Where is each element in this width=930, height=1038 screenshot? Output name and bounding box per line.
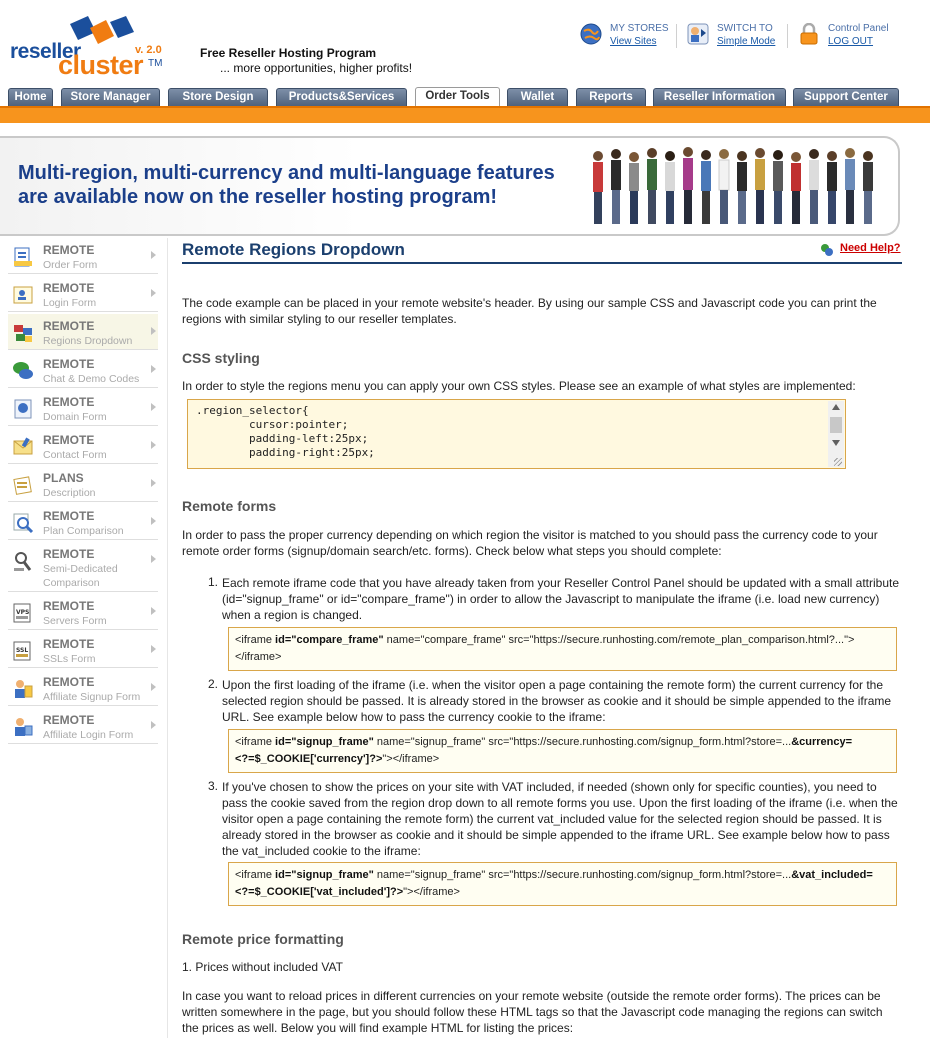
code-highlight: id="signup_frame"	[275, 869, 374, 881]
sidebar-item-title: REMOTE	[43, 509, 95, 523]
order-tools-sidebar	[0, 238, 168, 1038]
sidebar-item-subtitle: Order Form	[43, 259, 98, 271]
domain-icon	[12, 398, 34, 420]
sidebar-item-subtitle: Chat & Demo Codes	[43, 373, 140, 385]
scroll-up-arrow-icon[interactable]	[832, 404, 840, 410]
banner-line-2: are available now on the reseller hosting program!	[18, 186, 498, 208]
nav-orange-line	[0, 106, 930, 108]
banner-line-1: Multi-region, multi-currency and multi-language features	[18, 162, 555, 184]
sidebar-item-contact-form[interactable]	[8, 428, 158, 464]
sidebar-item-ssls-form[interactable]	[8, 632, 158, 668]
main-nav	[0, 86, 930, 106]
sidebar-item-login-form[interactable]	[8, 276, 158, 312]
sidebar-item-subtitle: Regions Dropdown	[43, 335, 133, 347]
tab-home[interactable]: Home	[8, 88, 53, 106]
code-highlight: <?=$_COOKIE['currency']?>	[235, 753, 383, 765]
code-part: <iframe	[235, 869, 276, 881]
help-icon	[820, 243, 834, 257]
sidebar-item-regions-dropdown[interactable]	[8, 314, 158, 350]
tab-store-manager[interactable]: Store Manager	[61, 88, 160, 106]
affiliate-signup-icon	[12, 678, 34, 700]
switch-mode-icon	[687, 23, 709, 45]
login-form-icon	[12, 284, 34, 306]
page-title: Remote Regions Dropdown	[182, 240, 405, 259]
step-1-code[interactable]	[228, 627, 897, 671]
resize-grip-icon[interactable]	[834, 458, 842, 466]
contact-icon	[12, 436, 34, 458]
sidebar-item-subtitle: Affiliate Login Form	[43, 729, 134, 741]
chevron-right-icon	[151, 683, 156, 691]
vps-icon	[12, 602, 34, 624]
chevron-right-icon	[151, 607, 156, 615]
step-3-code[interactable]	[228, 862, 897, 906]
code-part: <iframe	[235, 634, 276, 646]
price-formatting-text: In case you want to reload prices in different currencies on your remote website (outside the remote order forms). The prices can be written somewhere in the page, but you should follow these HTML tags so that the Javascript code managing the regions can switch the prices as well. Below you will find example HTML for listing the prices:	[182, 989, 883, 1035]
sidebar-item-chat-demo[interactable]	[8, 352, 158, 388]
sidebar-item-subtitle: Description	[43, 487, 96, 499]
price-formatting-subheading: 1. Prices without included VAT	[182, 960, 343, 974]
chevron-right-icon	[151, 251, 156, 259]
lock-icon	[798, 23, 820, 45]
my-stores-label: MY STORES	[610, 23, 669, 34]
sidebar-item-semi-dedicated[interactable]	[8, 542, 158, 592]
control-panel-label: Control Panel	[828, 23, 889, 34]
code-highlight: &vat_included=	[791, 869, 873, 881]
sidebar-item-plan-comparison[interactable]	[8, 504, 158, 540]
switch-to-label: SWITCH TO	[717, 23, 773, 34]
code-highlight: &currency=	[791, 736, 853, 748]
code-highlight: id="compare_frame"	[275, 634, 384, 646]
sidebar-item-title: REMOTE	[43, 599, 95, 613]
css-code-textarea[interactable]: .region_selector{ cursor:pointer; padding-left:25px; padding-right:25px;	[187, 399, 846, 469]
sidebar-item-affiliate-signup[interactable]	[8, 670, 158, 706]
sidebar-item-title: REMOTE	[43, 547, 95, 561]
ssl-icon	[12, 640, 34, 662]
code-part: name="signup_frame" src="https://secure.runhosting.com/signup_form.html?store=...	[373, 869, 792, 881]
sidebar-item-affiliate-login[interactable]	[8, 708, 158, 744]
sidebar-item-title: REMOTE	[43, 713, 95, 727]
chevron-right-icon	[151, 479, 156, 487]
scroll-down-arrow-icon[interactable]	[832, 440, 840, 446]
chevron-right-icon	[151, 555, 156, 563]
plans-icon	[12, 474, 34, 496]
chevron-right-icon	[151, 721, 156, 729]
header-divider	[787, 24, 788, 48]
step-number: 1.	[208, 575, 219, 589]
sidebar-item-order-form[interactable]	[8, 238, 158, 274]
code-part: <iframe	[235, 736, 276, 748]
globe-icon	[580, 23, 602, 45]
css-styling-text: In order to style the regions menu you can apply your own CSS styles. Please see an example of what styles are implemented:	[182, 379, 856, 393]
scrollbar-thumb[interactable]	[830, 417, 842, 433]
step-1-text: Each remote iframe code that you have already taken from your Reseller Control Panel should be updated with a small attribute (id="signup_frame" or id="compare_frame") in order to allow the Javascript to manipulate the iframe (i.e. load new currency) when a region is changed.	[222, 576, 900, 622]
sidebar-item-plans-description[interactable]	[8, 466, 158, 502]
sidebar-item-title: REMOTE	[43, 357, 95, 371]
magnifier-icon	[12, 512, 34, 534]
sidebar-item-servers-form[interactable]	[8, 594, 158, 630]
nav-orange-bar	[0, 106, 930, 123]
sidebar-item-subtitle: Semi-Dedicated Comparison	[43, 563, 118, 589]
price-formatting-heading: Remote price formatting	[182, 931, 344, 947]
chevron-right-icon	[151, 327, 156, 335]
people-group-image	[586, 146, 886, 230]
remote-forms-text: In order to pass the proper currency depending on which region the visitor is matched to you should pass the currency code to your remote order forms (signup/domain search/etc. forms). Check below what steps you should complete:	[182, 528, 878, 558]
sidebar-item-subtitle: Contact Form	[43, 449, 107, 461]
tab-order-tools[interactable]: Order Tools	[415, 87, 500, 106]
logo-version: v. 2.0	[135, 44, 162, 56]
order-form-icon	[12, 246, 34, 268]
sidebar-item-subtitle: Plan Comparison	[43, 525, 124, 537]
logo-word-cluster: cluster	[58, 50, 144, 80]
title-divider	[182, 262, 902, 264]
sidebar-item-title: REMOTE	[43, 395, 95, 409]
flags-icon	[12, 322, 34, 344]
simple-mode-link[interactable]: Simple Mode	[717, 36, 776, 47]
sidebar-item-title: REMOTE	[43, 433, 95, 447]
affiliate-login-icon	[12, 716, 34, 738]
header-divider	[676, 24, 677, 48]
step-3-text: If you've chosen to show the prices on your site with VAT included, if needed (shown only for specific counties), you need to pass the cookie saved from the region drop down to all remote forms you use. Upon the first loading of the iframe (i.e. when the visitor open a page containing the remote form) the current vat_included value for the selected region should be passed. It is already stored in the browser as cookie and it should be simple appended to the iframe URL. See example below how to pass the vat_included cookie to the iframe:	[222, 780, 898, 858]
code-highlight: <?=$_COOKIE['vat_included']?>	[235, 886, 404, 898]
svg-text:VPS: VPS	[16, 609, 30, 616]
sidebar-item-subtitle: SSLs Form	[43, 653, 96, 665]
tab-products-services[interactable]: Products&Services	[276, 88, 407, 106]
chevron-right-icon	[151, 441, 156, 449]
step-number: 2.	[208, 677, 219, 691]
tagline-subtitle: ... more opportunities, higher profits!	[220, 61, 413, 75]
sidebar-item-title: REMOTE	[43, 637, 95, 651]
semi-dedicated-icon	[12, 550, 34, 572]
intro-text: The code example can be placed in your remote website's header. By using our sample CSS and Javascript code you can print the regions with similar styling to our reseller templates.	[182, 296, 877, 326]
tab-reports[interactable]: Reports	[576, 88, 646, 106]
code-part: </iframe>	[235, 651, 282, 663]
need-help-link[interactable]: Need Help?	[840, 242, 901, 254]
code-part: name="compare_frame" src="https://secure.runhosting.com/remote_plan_comparison.html?...">	[383, 634, 855, 646]
sidebar-item-subtitle: Login Form	[43, 297, 97, 309]
sidebar-item-subtitle: Affiliate Signup Form	[43, 691, 141, 703]
sidebar-item-title: REMOTE	[43, 675, 95, 689]
logo-word-reseller: reseller	[10, 40, 81, 63]
sidebar-item-subtitle: Domain Form	[43, 411, 107, 423]
code-part: "></iframe>	[382, 753, 440, 765]
tagline-title: Free Reseller Hosting Program	[200, 46, 377, 60]
chevron-right-icon	[151, 403, 156, 411]
tab-wallet[interactable]: Wallet	[507, 88, 568, 106]
chevron-right-icon	[151, 517, 156, 525]
step-2-code[interactable]	[228, 729, 897, 773]
sidebar-item-title: REMOTE	[43, 281, 95, 295]
code-part: "></iframe>	[403, 886, 460, 898]
logo-trademark: TM	[148, 58, 163, 69]
logout-text-link[interactable]: LOG OUT	[828, 36, 874, 47]
svg-text:SSL: SSL	[16, 647, 29, 654]
chevron-right-icon	[151, 289, 156, 297]
remote-forms-heading: Remote forms	[182, 498, 277, 514]
chevron-right-icon	[151, 645, 156, 653]
chevron-right-icon	[151, 365, 156, 373]
code-highlight: id="signup_frame"	[275, 736, 374, 748]
css-styling-heading: CSS styling	[182, 350, 260, 366]
sidebar-item-title: PLANS	[43, 471, 84, 485]
sidebar-item-title: REMOTE	[43, 243, 95, 257]
view-sites-link[interactable]: View Sites	[610, 36, 657, 47]
sidebar-item-title: REMOTE	[43, 319, 95, 333]
promo-banner[interactable]	[0, 136, 900, 236]
code-part: name="signup_frame" src="https://secure.runhosting.com/signup_form.html?store=...	[373, 736, 792, 748]
sidebar-item-subtitle: Servers Form	[43, 615, 107, 627]
tab-store-design[interactable]: Store Design	[168, 88, 268, 106]
chat-icon	[12, 360, 34, 382]
step-2-text: Upon the first loading of the iframe (i.e. when the visitor open a page containing the remote form) the current currency for the selected region should be passed. It is already stored in the browser as cookie and it should be simple appended to the iframe URL. See example below how to pass the currency cookie to the iframe:	[222, 678, 892, 724]
reseller-cluster-logo[interactable]	[8, 12, 178, 82]
tab-reseller-information[interactable]: Reseller Information	[653, 88, 786, 106]
tab-support-center[interactable]: Support Center	[793, 88, 899, 106]
step-number: 3.	[208, 779, 219, 793]
sidebar-item-domain-form[interactable]	[8, 390, 158, 426]
